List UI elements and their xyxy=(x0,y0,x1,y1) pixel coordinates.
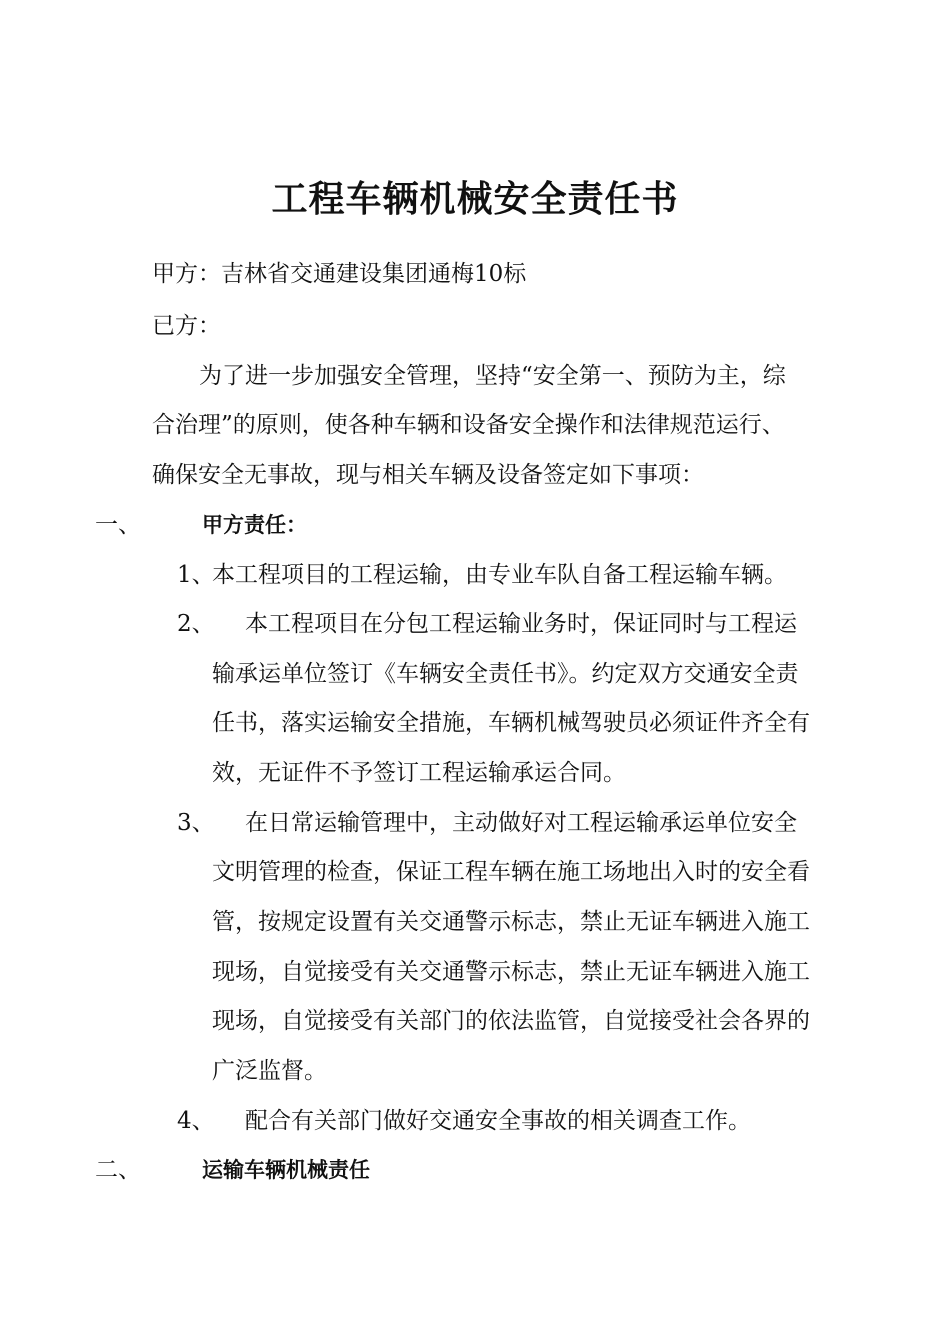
item-3-line-3: 管，按规定设置有关交通警示标志，禁止无证车辆进入施工 xyxy=(212,909,810,935)
party-a-line: 甲方：吉林省交通建设集团通梅10标 xyxy=(152,261,527,287)
item-2-line-2: 输承运单位签订《车辆安全责任书》。约定双方交通安全责 xyxy=(212,661,799,687)
intro-line-1: 为了进一步加强安全管理，坚持“安全第一、预防为主，综 xyxy=(199,363,786,389)
item-4-line-1: 配合有关部门做好交通安全事故的相关调查工作。 xyxy=(245,1108,751,1134)
intro-line-3: 确保安全无事故，现与相关车辆及设备签定如下事项： xyxy=(152,462,704,488)
item-1-line-1: 本工程项目的工程运输，由专业车队自备工程运输车辆。 xyxy=(212,562,787,588)
section-2-heading: 运输车辆机械责任 xyxy=(202,1158,370,1182)
item-3-number: 3、 xyxy=(177,810,215,836)
item-2-line-4: 效，无证件不予签订工程运输承运合同。 xyxy=(212,760,626,786)
section-2-number: 二、 xyxy=(95,1157,141,1183)
item-3-line-6: 广泛监督。 xyxy=(212,1058,327,1084)
item-2-number: 2、 xyxy=(177,611,215,637)
section-1-heading: 甲方责任： xyxy=(202,513,307,537)
item-3-line-1: 在日常运输管理中，主动做好对工程运输承运单位安全 xyxy=(245,810,797,836)
item-3-line-5: 现场，自觉接受有关部门的依法监管，自觉接受社会各界的 xyxy=(212,1008,810,1034)
item-4-number: 4、 xyxy=(177,1108,215,1134)
item-1-number: 1、 xyxy=(177,562,215,588)
item-2-line-3: 任书，落实运输安全措施，车辆机械驾驶员必须证件齐全有 xyxy=(212,710,810,736)
item-2-line-1: 本工程项目在分包工程运输业务时，保证同时与工程运 xyxy=(245,611,797,637)
party-b-line: 已方： xyxy=(152,313,221,339)
item-3-line-2: 文明管理的检查，保证工程车辆在施工场地出入时的安全看 xyxy=(212,859,810,885)
document-title: 工程车辆机械安全责任书 xyxy=(271,179,679,220)
intro-line-2: 合治理”的原则，使各种车辆和设备安全操作和法律规范运行、 xyxy=(152,412,785,438)
section-1-number: 一、 xyxy=(95,512,141,538)
item-3-line-4: 现场，自觉接受有关交通警示标志，禁止无证车辆进入施工 xyxy=(212,959,810,985)
